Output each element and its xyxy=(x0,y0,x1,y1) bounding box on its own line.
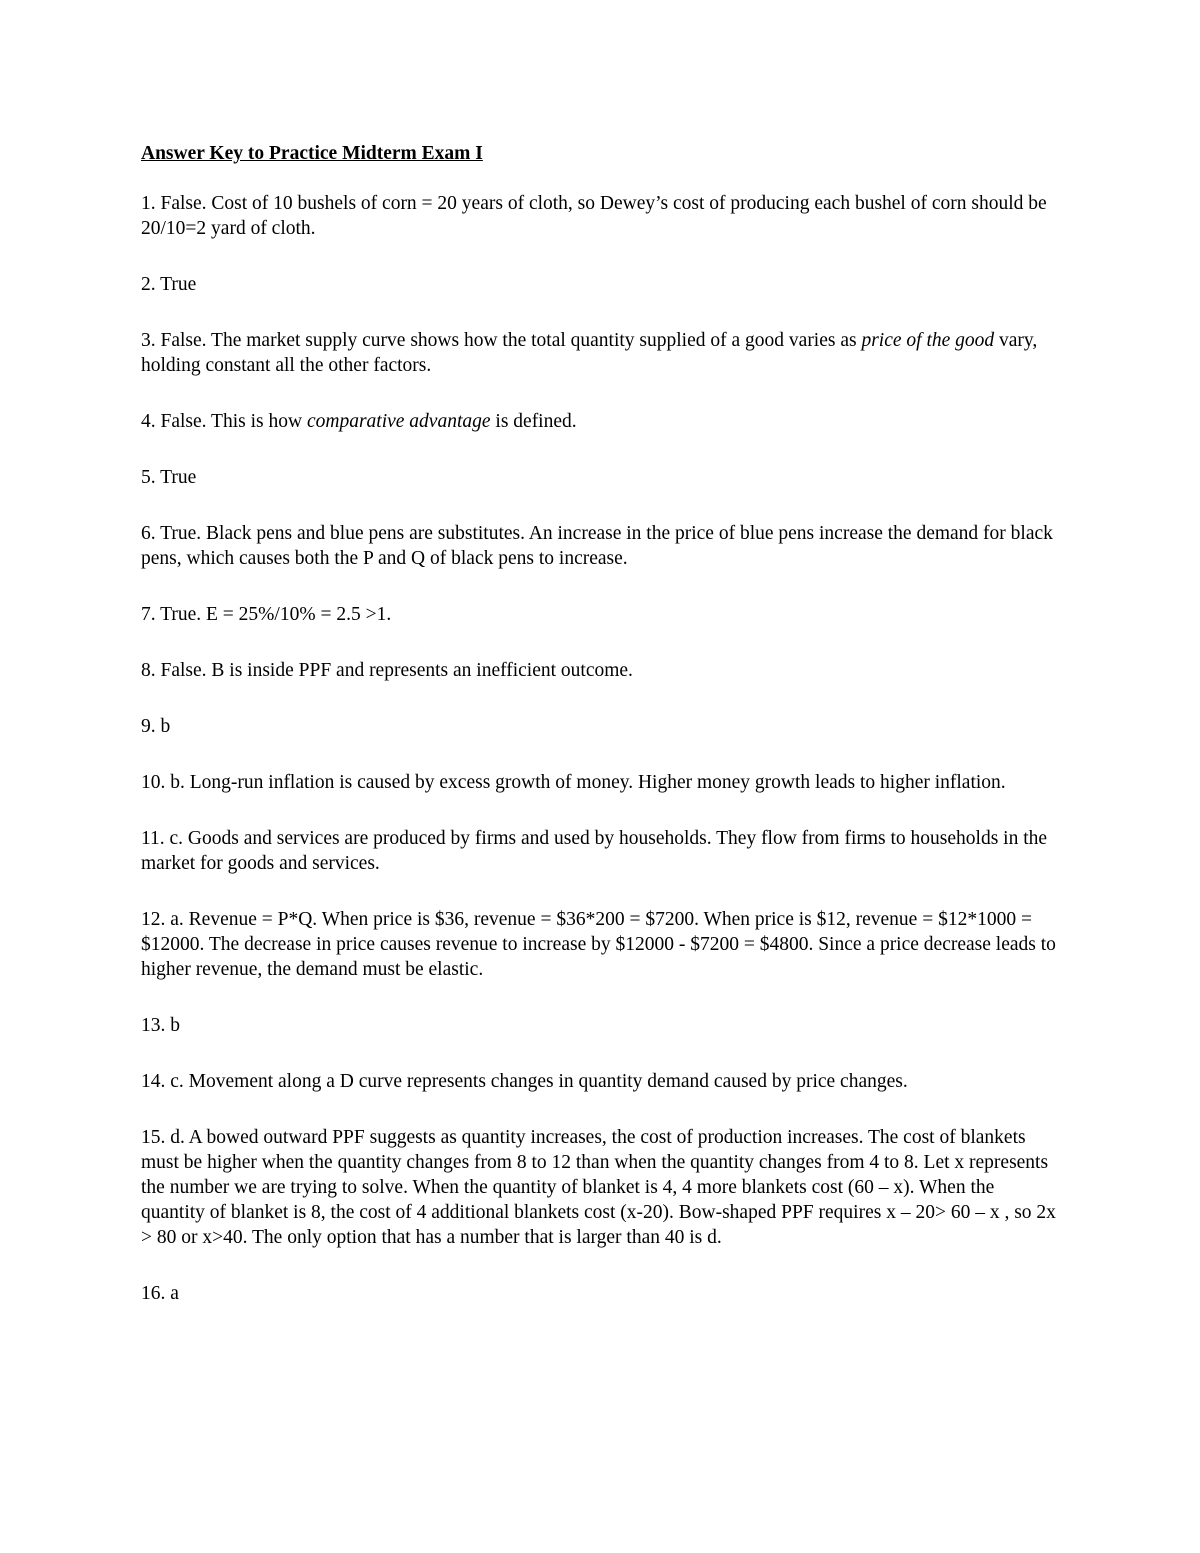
answer-4 xyxy=(141,409,1061,434)
answer-11: 11. c. Goods and services are produced by firms and used by households. They flow from firms to households in the market for goods and services. xyxy=(141,828,1048,874)
answer-3-text-end: vary, holding constant all the other factors. xyxy=(141,330,1038,376)
answer-1: 1. False. Cost of 10 bushels of corn = 20 years of cloth, so Dewey’s cost of producing each bushel of corn should be 20/10=2 yard of cloth. xyxy=(141,193,1047,239)
document-title: Answer Key to Practice Midterm Exam I xyxy=(141,143,483,164)
answer-13: 13. b xyxy=(141,1015,180,1036)
answer-3-text: 3. False. The market supply curve shows how the total quantity supplied of a good varies as xyxy=(141,330,862,351)
answer-16: 16. a xyxy=(141,1283,179,1304)
answer-15: 15. d. A bowed outward PPF suggests as quantity increases, the cost of production increases. The cost of blankets must be higher when the quantity changes from 8 to 12 than when the quantity changes from 4 to 8. Let x represents the number we are trying to solve. When the quantity of blanket is 4, 4 more blankets cost (60 – x). When the quantity of blanket is 8, the cost of 4 additional blankets cost (x-20). Bow-shaped PPF requires x – 20> 60 – x , so 2x > 80 or x>40. The only option that has a number that is larger than 40 is d. xyxy=(141,1127,1056,1248)
answer-12: 12. a. Revenue = P*Q. When price is $36, revenue = $36*200 = $7200. When price is $12, revenue = $12*1000 = $12000. The decrease in price causes revenue to increase by $12000 - $7200 = $4800. Since a price decrease leads to higher revenue, the demand must be elastic. xyxy=(141,909,1056,980)
answer-4-emphasis: comparative advantage xyxy=(306,411,491,432)
document-page xyxy=(141,141,1061,1337)
answer-2: 2. True xyxy=(141,274,197,295)
answer-8: 8. False. B is inside PPF and represents an inefficient outcome. xyxy=(141,660,633,681)
answer-3 xyxy=(141,328,1061,378)
answer-14: 14. c. Movement along a D curve represents changes in quantity demand caused by price changes. xyxy=(141,1071,908,1092)
answer-10: 10. b. Long-run inflation is caused by excess growth of money. Higher money growth leads to higher inflation. xyxy=(141,772,1006,793)
answer-9: 9. b xyxy=(141,716,171,737)
answer-5: 5. True xyxy=(141,467,197,488)
answer-3-emphasis: price of the good xyxy=(861,330,995,351)
answer-7: 7. True. E = 25%/10% = 2.5 >1. xyxy=(141,604,392,625)
answer-4-text: 4. False. This is how xyxy=(141,411,307,432)
answer-4-text-end: is defined. xyxy=(490,411,577,432)
answer-6: 6. True. Black pens and blue pens are substitutes. An increase in the price of blue pens increase the demand for black pens, which causes both the P and Q of black pens to increase. xyxy=(141,523,1053,569)
